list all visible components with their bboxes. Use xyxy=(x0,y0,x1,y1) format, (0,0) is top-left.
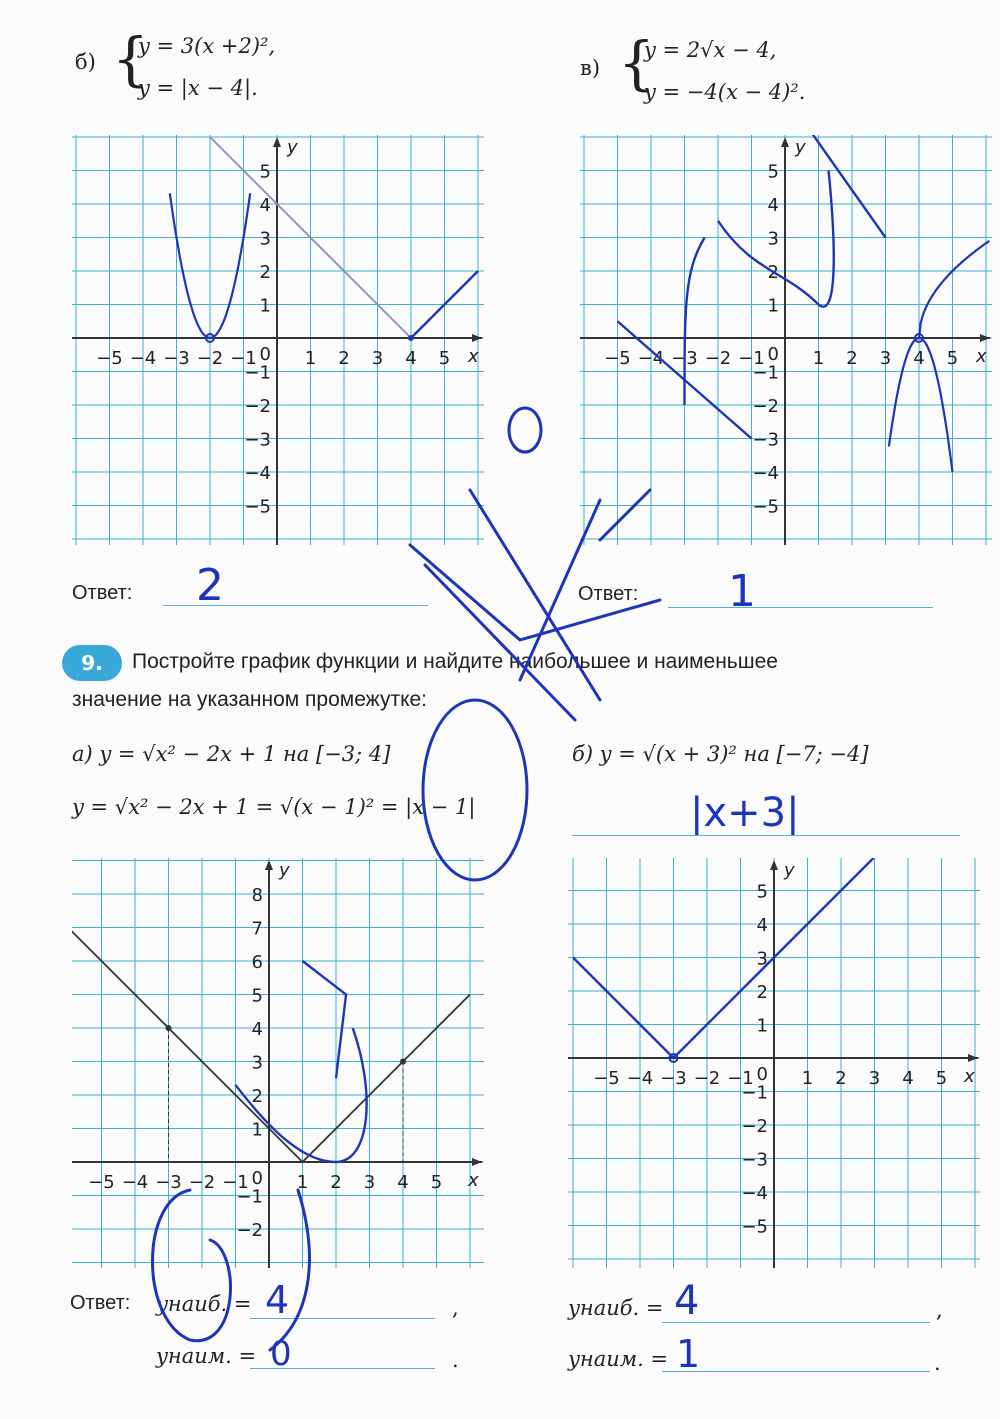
x-tick-label: −2 xyxy=(704,348,732,369)
comma: , xyxy=(936,1298,943,1322)
y-tick-label: 1 xyxy=(251,1119,263,1141)
handwritten-transform: |x+3| xyxy=(690,790,800,836)
comma: , xyxy=(452,1296,459,1320)
y-tick-label: 3 xyxy=(756,948,768,970)
task8-b-eq2: y = |x − 4|. xyxy=(138,76,258,100)
origin-label: 0 xyxy=(756,1064,768,1085)
x-axis-label: x xyxy=(468,346,479,367)
x-tick-label: 1 xyxy=(801,1068,814,1089)
x-tick-label: −3 xyxy=(671,348,698,369)
handwritten-answer: 1 xyxy=(728,566,756,617)
x-tick-label: −5 xyxy=(96,348,123,369)
y-tick-label: −1 xyxy=(244,362,271,384)
y-tick-label: −1 xyxy=(741,1082,768,1104)
answer-label: Ответ: xyxy=(578,583,639,605)
task8-v-eq2: y = −4(x − 4)². xyxy=(644,80,806,104)
x-tick-label: −5 xyxy=(593,1068,620,1089)
x-tick-label: −5 xyxy=(604,348,631,369)
x-tick-label: 3 xyxy=(371,348,384,369)
y-tick-label: −5 xyxy=(752,496,779,518)
x-tick-label: −4 xyxy=(637,348,665,369)
origin-label: 0 xyxy=(767,344,779,365)
x-tick-label: −4 xyxy=(129,348,157,369)
x-tick-label: −4 xyxy=(626,1068,654,1089)
task9-text-line2: значение на указанном промежутке: xyxy=(72,688,428,711)
x-tick-label: −2 xyxy=(188,1172,216,1193)
y-tick-label: 2 xyxy=(767,262,779,283)
handwritten-ymax: 4 xyxy=(674,1278,700,1324)
task9-text-line1: Постройте график функции и найдите наибольшее и наименьшее xyxy=(132,650,778,673)
x-tick-label: −3 xyxy=(155,1172,182,1193)
y-tick-label: 4 xyxy=(756,915,768,936)
system-brace: { xyxy=(618,29,655,97)
x-tick-label: 4 xyxy=(902,1068,914,1089)
task8-v-label: в) xyxy=(580,56,601,80)
y-tick-label: −4 xyxy=(244,463,271,484)
x-tick-label: −1 xyxy=(230,348,257,369)
y-tick-label: −1 xyxy=(752,362,779,384)
y-tick-label: −1 xyxy=(236,1186,263,1208)
answer-label: Ответ: xyxy=(72,582,133,604)
x-tick-label: 3 xyxy=(363,1172,376,1193)
y-tick-label: 5 xyxy=(259,161,271,183)
x-tick-label: 5 xyxy=(946,348,959,369)
x-tick-label: 5 xyxy=(935,1068,948,1089)
y-tick-label: 4 xyxy=(259,195,271,216)
y-tick-label: 3 xyxy=(251,1052,263,1074)
y-tick-label: −4 xyxy=(752,463,779,484)
y-tick-label: −2 xyxy=(741,1116,768,1137)
origin-label: 0 xyxy=(259,344,271,365)
x-tick-label: 3 xyxy=(868,1068,881,1089)
task9-a-transform: y = √x² − 2x + 1 = √(x − 1)² = |x − 1| xyxy=(72,795,476,819)
x-tick-label: 1 xyxy=(812,348,825,369)
system-brace: { xyxy=(112,25,149,93)
handwritten-ymin: 1 xyxy=(676,1332,701,1376)
y-tick-label: 3 xyxy=(767,228,779,250)
x-tick-label: 2 xyxy=(338,348,350,369)
x-tick-label: −4 xyxy=(121,1172,149,1193)
x-tick-label: −2 xyxy=(196,348,224,369)
ymax-label: yнаиб. = xyxy=(156,1292,252,1316)
task9-a-formula: а) y = √x² − 2x + 1 на [−3; 4] xyxy=(72,742,391,766)
y-tick-label: 2 xyxy=(259,262,271,283)
handwritten-ymin: 0 xyxy=(270,1334,292,1374)
y-axis-label: y xyxy=(784,860,795,881)
x-tick-label: 5 xyxy=(430,1172,443,1193)
ymax-label: yнаиб. = xyxy=(568,1296,664,1320)
y-tick-label: 2 xyxy=(756,982,768,1003)
y-tick-label: −4 xyxy=(741,1183,768,1204)
x-tick-label: −5 xyxy=(88,1172,115,1193)
y-tick-label: 1 xyxy=(259,295,271,317)
x-tick-label: 1 xyxy=(304,348,317,369)
y-tick-label: 1 xyxy=(767,295,779,317)
y-tick-label: 7 xyxy=(251,918,263,940)
y-tick-label: 5 xyxy=(767,161,779,183)
x-axis-label: x xyxy=(976,346,987,367)
x-tick-label: −1 xyxy=(738,348,765,369)
x-tick-label: 4 xyxy=(913,348,925,369)
x-tick-label: 2 xyxy=(835,1068,847,1089)
x-tick-label: 4 xyxy=(405,348,417,369)
y-tick-label: 6 xyxy=(251,952,263,973)
period: . xyxy=(934,1351,941,1375)
x-tick-label: 1 xyxy=(296,1172,309,1193)
handwritten-ymax: 4 xyxy=(265,1278,290,1322)
x-axis-label: x xyxy=(964,1066,975,1087)
y-axis-label: y xyxy=(795,137,806,158)
y-tick-label: −5 xyxy=(244,496,271,518)
x-tick-label: 3 xyxy=(879,348,892,369)
y-tick-label: 8 xyxy=(251,885,263,906)
period: . xyxy=(452,1348,459,1372)
handwritten-answer: 2 xyxy=(196,560,224,611)
x-tick-label: 5 xyxy=(438,348,451,369)
y-tick-label: −5 xyxy=(741,1216,768,1238)
y-tick-label: 5 xyxy=(251,985,263,1007)
y-tick-label: 2 xyxy=(251,1086,263,1107)
task-number-badge: 9. xyxy=(62,645,122,681)
y-tick-label: −3 xyxy=(752,429,779,451)
answer-label: Ответ: xyxy=(70,1292,131,1314)
y-tick-label: −2 xyxy=(244,396,271,417)
task8-v-eq1: y = 2√x − 4, xyxy=(644,38,777,62)
x-axis-label: x xyxy=(468,1170,479,1191)
x-tick-label: −2 xyxy=(693,1068,721,1089)
y-tick-label: −3 xyxy=(244,429,271,451)
y-tick-label: 3 xyxy=(259,228,271,250)
y-tick-label: 5 xyxy=(756,881,768,903)
x-tick-label: 2 xyxy=(330,1172,342,1193)
y-tick-label: −2 xyxy=(752,396,779,417)
task8-b-label: б) xyxy=(75,50,96,74)
x-tick-label: 2 xyxy=(846,348,858,369)
x-tick-label: 4 xyxy=(397,1172,409,1193)
x-tick-label: −3 xyxy=(163,348,190,369)
x-tick-label: −3 xyxy=(660,1068,687,1089)
task8-b-eq1: y = 3(x +2)², xyxy=(138,34,276,58)
y-axis-label: y xyxy=(279,860,290,881)
ymin-label: yнаим. = xyxy=(568,1347,669,1371)
y-tick-label: −2 xyxy=(236,1220,263,1241)
y-tick-label: 4 xyxy=(767,195,779,216)
y-axis-label: y xyxy=(287,137,298,158)
y-tick-label: 1 xyxy=(756,1015,768,1037)
y-tick-label: 4 xyxy=(251,1019,263,1040)
task9-b-formula: б) y = √(x + 3)² на [−7; −4] xyxy=(572,742,869,766)
y-tick-label: −3 xyxy=(741,1149,768,1171)
x-tick-label: −1 xyxy=(222,1172,249,1193)
origin-label: 0 xyxy=(251,1168,263,1189)
x-tick-label: −1 xyxy=(727,1068,754,1089)
ymin-label: yнаим. = xyxy=(156,1344,257,1368)
